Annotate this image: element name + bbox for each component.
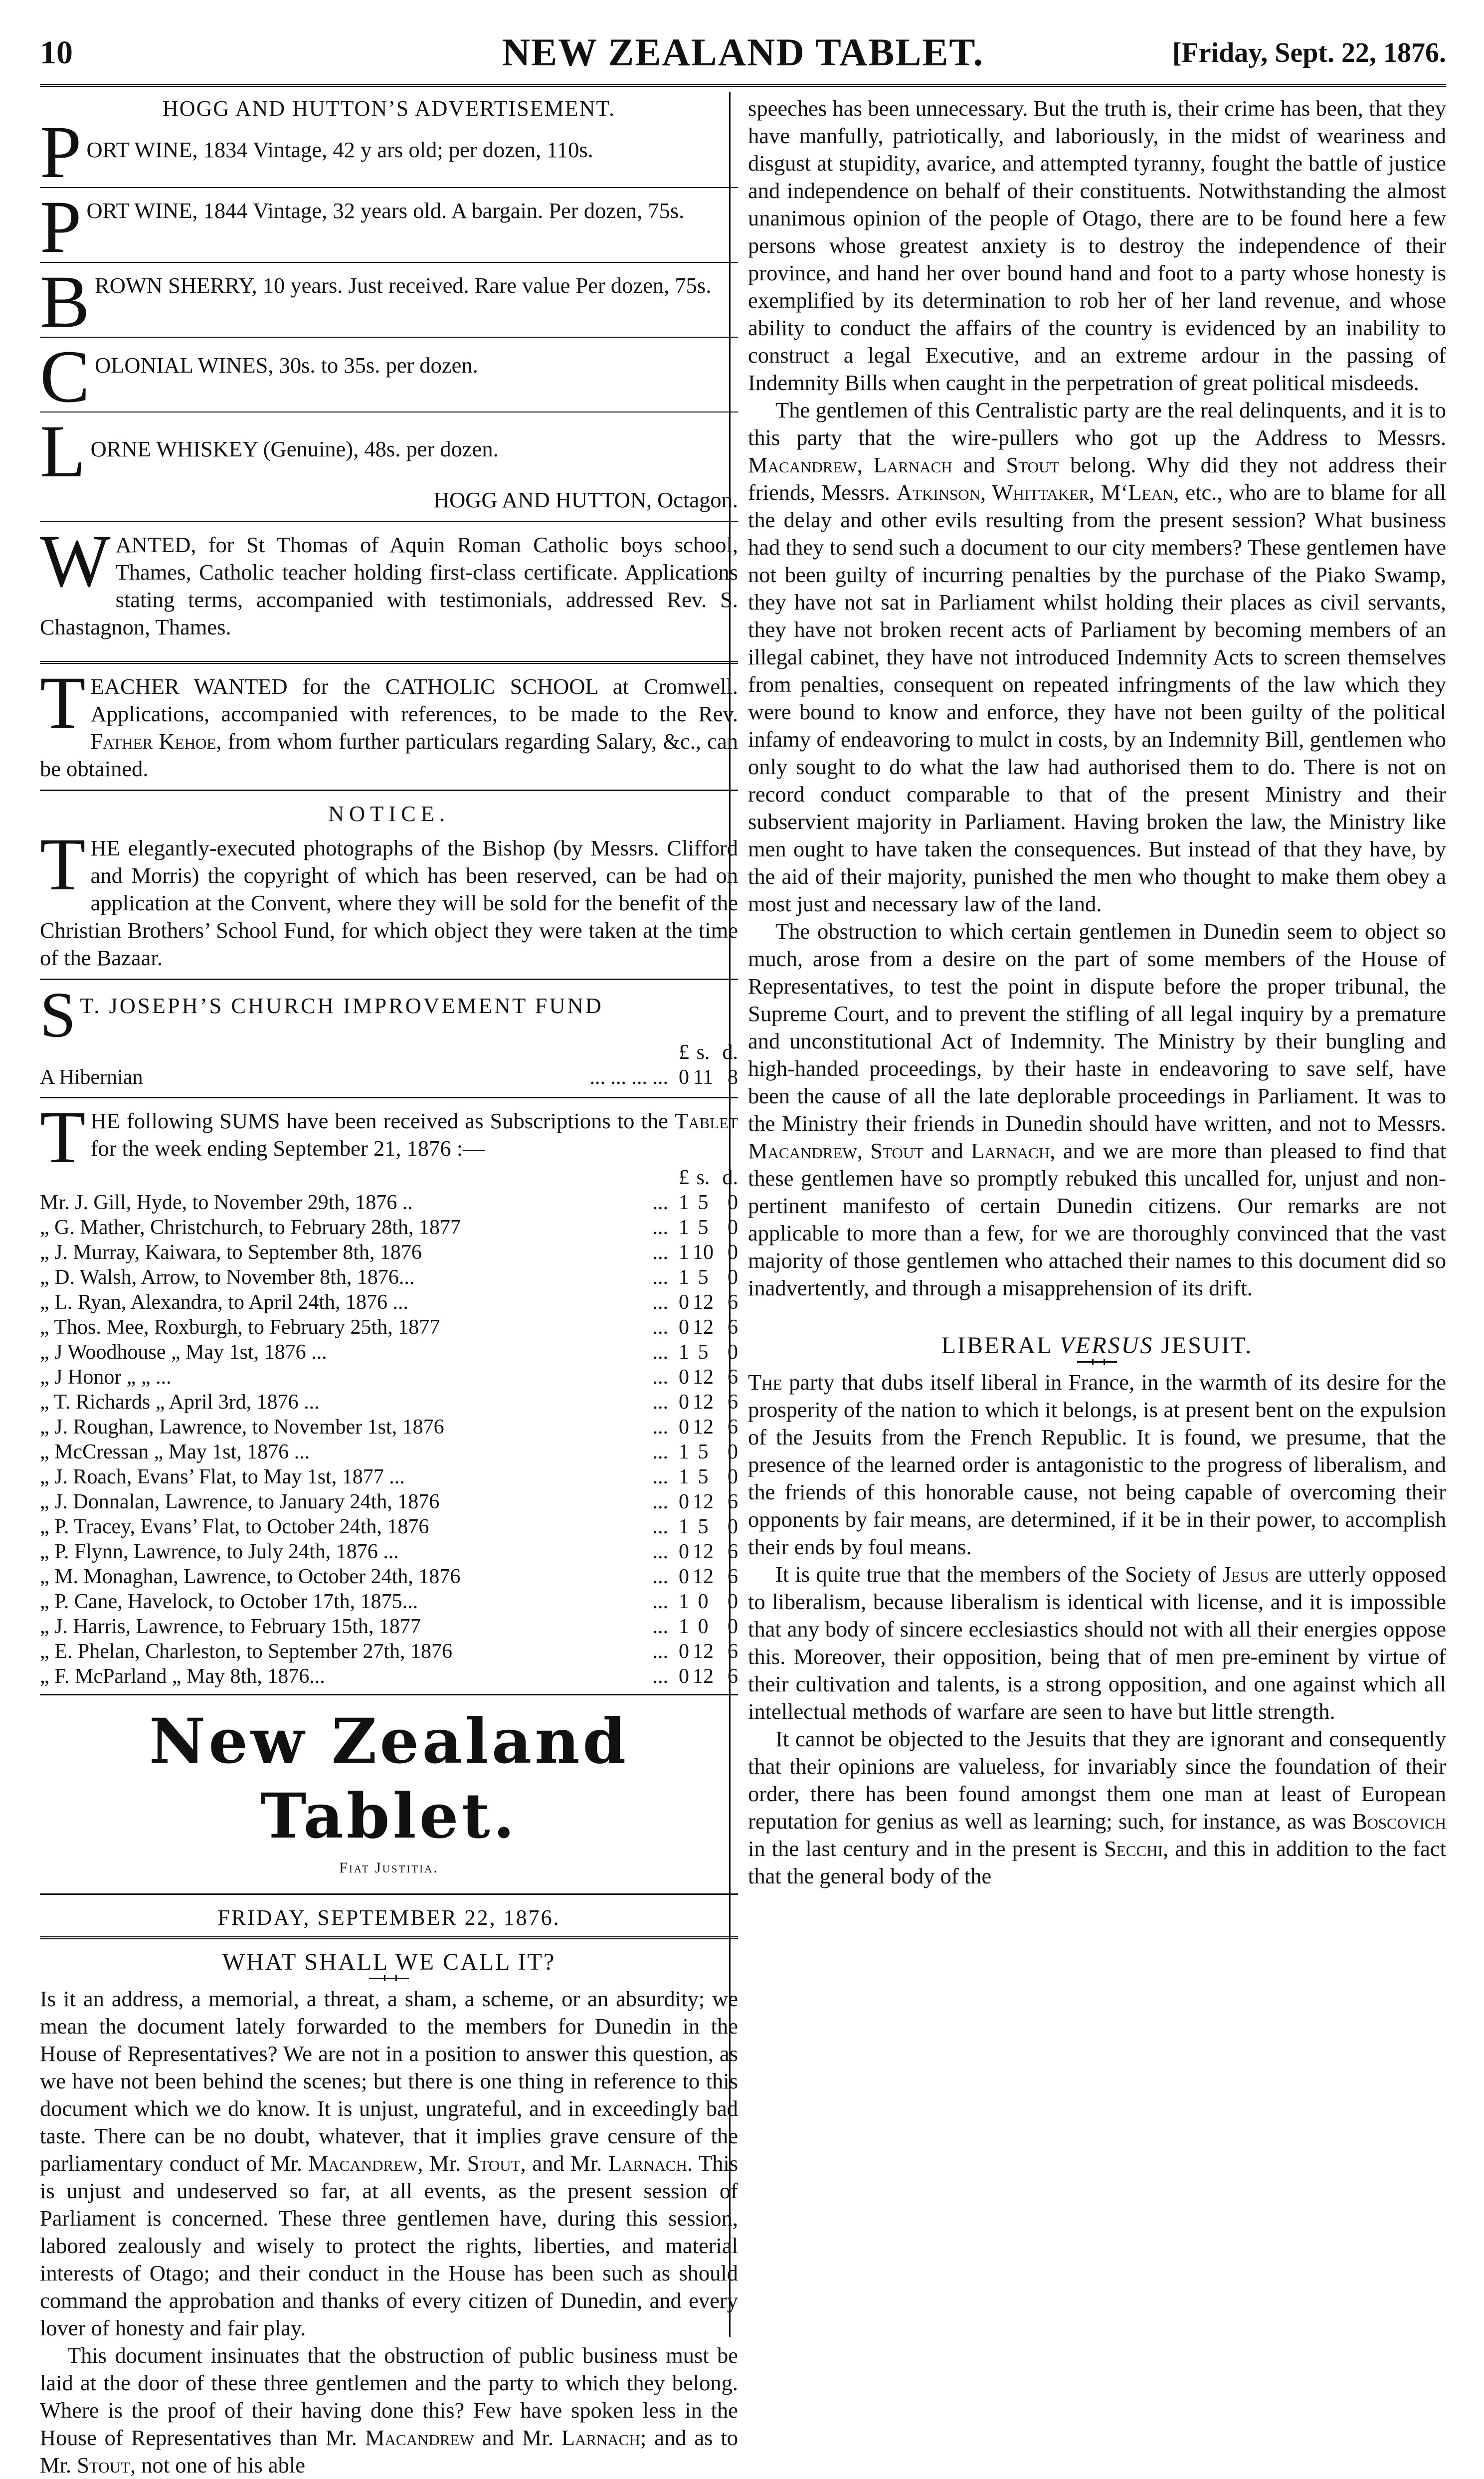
article2-para2: [748, 1561, 1446, 1725]
drop-cap: B: [40, 272, 90, 330]
amount-pounds: 0: [679, 1391, 689, 1414]
name-run: Stout,: [77, 2453, 136, 2478]
amount-shillings: 12: [693, 1640, 714, 1663]
name-run: Secchi,: [1104, 1836, 1169, 1861]
amount-shillings: 12: [693, 1291, 714, 1314]
amount-pounds: 0: [679, 1416, 689, 1439]
wanted-ad: [40, 531, 738, 641]
amount-pence: 0: [728, 1590, 738, 1613]
name-run: Larnach.: [608, 2151, 693, 2176]
divider: [40, 790, 738, 791]
amount-pence: 0: [728, 1341, 738, 1364]
name-run: Larnach;: [561, 2425, 647, 2450]
divider: [40, 262, 738, 263]
table-row: [40, 1464, 738, 1489]
amount-pounds: 1: [679, 1515, 689, 1538]
amount-pence: 6: [728, 1640, 738, 1663]
amount-shillings: 0: [698, 1615, 709, 1638]
amount-pence: 8: [728, 1066, 738, 1089]
amount-shillings: 10: [693, 1241, 714, 1264]
article1-para3: [748, 397, 1446, 918]
subscriber-name: „ P. Flynn, Lawrence, to July 24th, 1876 ...: [40, 1540, 399, 1563]
drop-cap: T: [40, 673, 86, 744]
table-row: [40, 1639, 738, 1664]
name-run: Atkinson, Whittaker, M‘Lean,: [896, 480, 1179, 505]
page-number: 10: [40, 34, 73, 71]
col-pence: d.: [722, 1041, 738, 1064]
ad-text: ORT WINE, 1834 Vintage, 42 y ars old; per dozen, 110s.: [86, 137, 593, 162]
name-run: Jesus: [1222, 1562, 1269, 1587]
intro-name: Tablet: [674, 1108, 738, 1133]
amount-pence: 6: [728, 1366, 738, 1389]
table-header-row: [40, 1165, 738, 1190]
amount-pence: 6: [728, 1490, 738, 1513]
amount-pounds: 1: [679, 1341, 689, 1364]
leader-dots: ...: [652, 1515, 668, 1538]
title-run: VERSUS: [1059, 1332, 1154, 1359]
masthead-motto: Fiat Justitia.: [339, 1859, 439, 1876]
table-row: [40, 1390, 738, 1415]
table-row: [40, 1564, 738, 1589]
subscriber-name: „ T. Richards „ April 3rd, 1876 ...: [40, 1391, 320, 1414]
masthead-date: FRIDAY, SEPTEMBER 22, 1876.: [217, 1905, 560, 1930]
subscriptions-table: [40, 1165, 738, 1689]
divider: [40, 1694, 738, 1695]
amount-shillings: 11: [693, 1066, 714, 1089]
amount-shillings: 12: [693, 1565, 714, 1588]
amount-pounds: 1: [679, 1266, 689, 1289]
amount-shillings: 0: [698, 1590, 709, 1613]
text-run: Is it an address, a memorial, a threat, a sham, a scheme, or an absurdity; we mean the document lately forwarded to the members for Dunedin in the House of Representatives? We are not in a position to answer this question, as we have not been behind the scenes; but there is one thing in reference to this document which we do know. It is unjust, ungrateful, and in exceedingly bad taste. There can be no doubt, whatever, that it implies grave censure of the parliamentary conduct of Mr.: [40, 1986, 738, 2176]
drop-cap: W: [40, 531, 111, 603]
amount-pounds: 0: [679, 1316, 689, 1339]
article1-para1: [40, 1985, 738, 2342]
amount-shillings: 12: [693, 1665, 714, 1688]
amount-pounds: 0: [679, 1490, 689, 1513]
leader-dots: ...: [652, 1341, 668, 1364]
article1-title: WHAT SHALL WE CALL IT?: [222, 1949, 556, 1975]
divider: [40, 187, 738, 188]
name-run: Macandrew, Larnach: [748, 452, 952, 477]
table-row: [40, 1514, 738, 1539]
amount-pounds: 1: [679, 1441, 689, 1463]
col-pence: d.: [722, 1166, 738, 1189]
table-row: [40, 1489, 738, 1514]
name-run: Stout: [1006, 452, 1060, 477]
name-run: Boscovich: [1352, 1809, 1447, 1834]
leader-dots: ...: [652, 1465, 668, 1488]
amount-pence: 0: [728, 1266, 738, 1289]
amount-pounds: 0: [679, 1291, 689, 1314]
hogg-ad-item: [40, 197, 738, 255]
divider: [40, 521, 738, 522]
drop-cap: C: [40, 347, 90, 405]
amount-pounds: 0: [679, 1540, 689, 1563]
table-row: [40, 1340, 738, 1365]
church-fund: [40, 989, 738, 1090]
title-ornament: [1077, 1361, 1117, 1363]
text-run: It is quite true that the members of the Society of: [775, 1562, 1216, 1587]
amount-shillings: 12: [693, 1540, 714, 1563]
church-fund-table: [40, 1040, 738, 1090]
col-shillings: s.: [696, 1041, 710, 1064]
subscriber-name: „ J Woodhouse „ May 1st, 1876 ...: [40, 1341, 327, 1364]
leader-dots: ...: [652, 1441, 668, 1463]
amount-pounds: 0: [679, 1366, 689, 1389]
name-run: Macandrew: [365, 2425, 474, 2450]
newspaper-title: NEW ZEALAND TABLET.: [502, 30, 984, 74]
header-rule: [40, 84, 1446, 87]
ad-name: Father Kehoe,: [90, 729, 222, 754]
divider: [40, 1893, 738, 1895]
text-run: This document insinuates that the obstruction of public business must be laid at the door of these three gentlemen and the party to which they belong. Where is the proof of their having done this? Few have spoken less in the House of Representatives than Mr.: [40, 2343, 738, 2450]
text-run: and: [963, 452, 995, 477]
text-run: The obstruction to which certain gentlemen in Dunedin seem to object so much, arose from a desire on the part of some members of the House of Representatives, to test the point in dispute before the proper tribunal, the Supreme Court, and to prevent the stifling of all legal inquiry by a premature and unconstitutional Act of Indemnity. The Ministry by their bungling and high-handed proceedings, by their haste in endeavoring to save self, have been the cause of all the late deplorable proceedings in Parliament. It was to the Ministry their friends in Dunedin should have written, and not to Messrs.: [748, 919, 1446, 1136]
amount-pence: 6: [728, 1565, 738, 1588]
ad-text: ORT WINE, 1844 Vintage, 32 years old. A bargain. Per dozen, 75s.: [86, 198, 685, 223]
hogg-ad-item: [40, 272, 738, 330]
drop-cap: S: [40, 989, 76, 1051]
amount-shillings: 5: [698, 1341, 709, 1364]
text-run: are utterly opposed to liberalism, because liberalism is identical with license, and it is impossible that any body of sincere ecclesiastics should not with all their energies oppose this. Moreover, their opposition, being that of men pre-eminent by virtue of their cultivation and talents, is a strong opposition, and one against which all intellectual methods of warfare are seen to have but little strength.: [748, 1562, 1447, 1724]
leader-dots: ...: [652, 1640, 668, 1663]
leader-dots: ...: [652, 1291, 668, 1314]
amount-shillings: 5: [698, 1515, 709, 1538]
text-run: etc., who are to blame for all the delay and other evils resulting from the present session? What business had they to send such a document to our city members? These gentlemen have not been guilty of incurring penalties by the purchase of the Piako Swamp, they have not sat in Parliament whilst holding their places as civil servants, they have not broken recent acts of Parliament by becoming members of an illegal cabinet, they have not introduced Indemnity Acts to screen themselves from penalties, consequent on repeated infringments of the law which they were bound to know and enforce, they have not been guilty of the political infamy of endeavoring to mulct in costs, by an Indemnity Bill, gentlemen who only sought to do what the law had authorised them to do. There is not on record conduct comparable to that of the present Ministry and their subservient majority in Parliament. Having broken the law, the Ministry like men ought to have taken the consequences. But instead of that they have, by the aid of their majority, punished the men who thought to make them obey a most just and necessary law of the land.: [748, 480, 1446, 916]
drop-cap: T: [40, 1107, 86, 1165]
ad-text-part: EACHER WANTED for the CATHOLIC SCHOOL at Cromwell. Applications, accompanied with references, to be made to the Rev.: [90, 674, 738, 726]
amount-pounds: 1: [679, 1465, 689, 1488]
ad-text: ANTED, for St Thomas of Aquin Roman Catholic boys school, Thames, Catholic teacher holding first-class certificate. Applications stating terms, accompanied with testimonials, addressed Rev. S. Chastagnon, Thames.: [40, 532, 738, 639]
amount-pence: 0: [728, 1216, 738, 1239]
leader-dots: ...: [652, 1366, 668, 1389]
leader-dots: ...: [652, 1216, 668, 1239]
teacher-ad: [40, 673, 738, 783]
subscriber-name: „ J. Roach, Evans’ Flat, to May 1st, 1877 ...: [40, 1465, 405, 1488]
notice-heading: NOTICE.: [328, 801, 450, 826]
text-run: and we are more than pleased to find that these gentlemen have so promptly rebuked this uncalled for, unjust and non-pertinent manifesto of certain Dunedin citizens. Our remarks are not applicable to more than a few, for we are thoroughly convinced that the vast majority of those gentlemen who attached their names to this document did so inadvertently, and through a misapprehension of its drift.: [748, 1138, 1447, 1300]
leader-dots: ...: [652, 1665, 668, 1688]
leader-dots: ...: [652, 1590, 668, 1613]
table-row: [40, 1614, 738, 1639]
amount-shillings: 12: [693, 1416, 714, 1439]
text-run: party that dubs itself liberal in France, in the warmth of its desire for the prosperity of the nation to which it belongs, is at present bent on the expulsion of the Jesuits from the French Republic. It is found, we presume, that the presence of the learned order is antagonistic to the progress of liberalism, and the friends of this honorable cause, not being capable of overcoming their opponents by fair means, are determined, if it be in their power, to accomplish their ends by foul means.: [748, 1370, 1447, 1559]
subscriber-name: Mr. J. Gill, Hyde, to November 29th, 1876 ..: [40, 1191, 413, 1214]
table-row: [40, 1440, 738, 1464]
subscriber-name: „ J. Donnalan, Lawrence, to January 24th, 1876: [40, 1490, 440, 1513]
hogg-ad-heading: HOGG AND HUTTON’S ADVERTISEMENT.: [163, 96, 615, 121]
amount-pence: 0: [728, 1191, 738, 1214]
hogg-ad-item: [40, 347, 738, 405]
ad-text: ROWN SHERRY, 10 years. Just received. Rare value Per dozen, 75s.: [95, 273, 712, 298]
leader-dots: ...: [652, 1565, 668, 1588]
table-row: [40, 1539, 738, 1564]
table-row: [40, 1589, 738, 1614]
subscriber-name: „ J. Murray, Kaiwara, to September 8th, 1876: [40, 1241, 422, 1264]
text-run: and Mr.: [482, 2425, 554, 2450]
leader-dots: ...: [652, 1615, 668, 1638]
amount-shillings: 5: [698, 1216, 709, 1239]
amount-pence: 6: [728, 1540, 738, 1563]
subscriptions: [40, 1107, 738, 1165]
text-run: in the last century and in the present is: [748, 1836, 1098, 1861]
ad-text: HE elegantly-executed photographs of the Bishop (by Messrs. Clifford and Morris) the copyright of which has been reserved, can be had on application at the Convent, where they will be sold for the benefit of the Christian Brothers’ School Fund, for which object they were taken at the time of the Bazaar.: [40, 835, 738, 970]
text-run: and: [931, 1138, 963, 1163]
col-pounds: £: [679, 1166, 689, 1189]
hogg-ad-item: [40, 122, 738, 180]
amount-shillings: 12: [693, 1490, 714, 1513]
table-row: [40, 1065, 738, 1090]
masthead-title: New Zealand Tablet.: [149, 1705, 629, 1853]
subscriber-name: „ M. Monaghan, Lawrence, to October 24th, 1876: [40, 1565, 461, 1588]
amount-pounds: 1: [679, 1216, 689, 1239]
subscriber-name: „ Thos. Mee, Roxburgh, to February 25th, 1877: [40, 1316, 440, 1339]
amount-pounds: 0: [679, 1665, 689, 1688]
amount-pence: 6: [728, 1416, 738, 1439]
table-header-row: [40, 1040, 738, 1065]
amount-pounds: 0: [679, 1565, 689, 1588]
amount-pounds: 1: [679, 1241, 689, 1264]
article2-para1: [748, 1369, 1446, 1561]
subscriber-name: „ F. McParland „ May 8th, 1876...: [40, 1665, 325, 1688]
amount-pence: 6: [728, 1316, 738, 1339]
amount-pence: 0: [728, 1615, 738, 1638]
table-row: [40, 1190, 738, 1215]
leader-dots: ...: [652, 1391, 668, 1414]
title-ornament: [369, 1978, 409, 1979]
table-row: [40, 1315, 738, 1340]
page-header: [40, 19, 1446, 79]
title-run: JESUIT.: [1161, 1332, 1253, 1359]
amount-shillings: 12: [693, 1391, 714, 1414]
drop-cap: P: [40, 197, 82, 255]
right-column: [748, 95, 1446, 1890]
col-pounds: £: [679, 1041, 689, 1064]
subscriber-name: A Hibernian: [40, 1066, 143, 1089]
table-row: [40, 1215, 738, 1240]
subscriber-name: „ G. Mather, Christchurch, to February 28th, 1877: [40, 1216, 461, 1239]
hogg-ad-signature: HOGG AND HUTTON, Octagon.: [433, 487, 738, 512]
article1-para4: [748, 918, 1446, 1302]
amount-pence: 6: [728, 1665, 738, 1688]
name-run: Macandrew,: [308, 2151, 423, 2176]
subscriber-name: „ J Honor „ „ ...: [40, 1366, 172, 1389]
amount-shillings: 12: [693, 1316, 714, 1339]
hogg-ad-item: [40, 421, 738, 479]
drop-cap: P: [40, 122, 82, 180]
notice-ad: [40, 834, 738, 972]
amount-pence: 0: [728, 1441, 738, 1463]
name-run: Larnach,: [971, 1138, 1056, 1163]
leader-dots: ... ... ... ...: [589, 1066, 668, 1089]
drop-cap: T: [40, 834, 86, 906]
article1-continued: speeches has been unnecessary. But the truth is, their crime has been, that they have manfully, patriotically, and laboriously, in the midst of weariness and disgust at stupidity, avarice, and attempted tyranny, fought the battle of justice and independence on behalf of their constituents. Notwithstanding the almost unanimous opinion of the people of Otago, there are to be found here a few persons whose greatest anxiety is to destroy the independence of their province, and hand her over bound hand and foot to a party whose honesty is exemplified by its determination to rob her of her land revenue, and whose ability to conduct the affairs of the country is evidenced by an inability to construct a legal Executive, and an extreme ardour in the passing of Indemnity Bills when caught in the perpetration of great political misdeeds.: [748, 96, 1446, 395]
article2-title: [748, 1332, 1446, 1359]
ad-text-part: from whom further particulars regarding Salary, &c., can be obtained.: [40, 729, 738, 781]
text-run: not one of his able: [141, 2453, 306, 2478]
table-row: [40, 1290, 738, 1315]
divider: [40, 1097, 738, 1098]
text-run: The gentlemen of this Centralistic party are the real delinquents, and it is to this party that the wire-pullers who got up the Address to Messrs.: [748, 398, 1446, 450]
divider: [40, 979, 738, 980]
name-run: Macandrew, Stout: [748, 1138, 924, 1163]
col-shillings: s.: [696, 1166, 710, 1189]
amount-pounds: 0: [679, 1066, 689, 1089]
amount-pounds: 1: [679, 1590, 689, 1613]
leader-dots: ...: [652, 1416, 668, 1439]
subscriber-name: „ J. Harris, Lawrence, to February 15th, 1877: [40, 1615, 421, 1638]
issue-date: [Friday, Sept. 22, 1876.: [1172, 37, 1446, 68]
text-run: and Mr.: [532, 2151, 602, 2176]
article1-para2: [40, 2342, 738, 2479]
leader-dots: ...: [652, 1241, 668, 1264]
divider: [40, 1936, 738, 1939]
text-run: and this in addition to the fact that the general body of the: [748, 1836, 1447, 1888]
table-row: [40, 1415, 738, 1440]
amount-pence: 6: [728, 1391, 738, 1414]
leader-dots: ...: [652, 1266, 668, 1289]
amount-pence: 0: [728, 1241, 738, 1264]
amount-pounds: 0: [679, 1640, 689, 1663]
amount-pence: 0: [728, 1465, 738, 1488]
divider: [40, 661, 738, 664]
amount-shillings: 5: [698, 1266, 709, 1289]
subscriber-name: „ J. Roughan, Lawrence, to November 1st, 1876: [40, 1416, 444, 1439]
amount-shillings: 5: [698, 1441, 709, 1463]
text-run: It cannot be objected to the Jesuits that they are ignorant and consequently that their opinions are valueless, for invariably since the foundation of their order, there has been found amongst them one man at least of European reputation for genius as well as learning; such, for instance, as was: [748, 1726, 1446, 1834]
amount-pounds: 1: [679, 1191, 689, 1214]
table-row: [40, 1664, 738, 1689]
church-fund-heading: T. JOSEPH’S CHURCH IMPROVEMENT FUND: [80, 993, 603, 1018]
intro-text: HE following SUMS have been received as Subscriptions to the: [90, 1108, 668, 1133]
amount-shillings: 5: [698, 1465, 709, 1488]
leader-dots: ...: [652, 1316, 668, 1339]
text-run: Mr.: [429, 2151, 461, 2176]
amount-shillings: 12: [693, 1366, 714, 1389]
leader-dots: ...: [652, 1191, 668, 1214]
lead-word: The: [748, 1370, 782, 1395]
subscriber-name: „ E. Phelan, Charleston, to September 27th, 1876: [40, 1640, 453, 1663]
name-run: Stout,: [467, 2151, 526, 2176]
intro-text: for the week ending September 21, 1876 :—: [90, 1136, 485, 1161]
drop-cap: L: [40, 421, 86, 479]
amount-pence: 0: [728, 1515, 738, 1538]
table-row: [40, 1265, 738, 1290]
left-column: [40, 95, 738, 2479]
ad-text: OLONIAL WINES, 30s. to 35s. per dozen.: [95, 353, 478, 378]
subscriber-name: „ L. Ryan, Alexandra, to April 24th, 1876 ...: [40, 1291, 409, 1314]
amount-pounds: 1: [679, 1615, 689, 1638]
title-run: LIBERAL: [941, 1332, 1052, 1359]
amount-pence: 6: [728, 1291, 738, 1314]
text-run: and as to Mr.: [40, 2425, 739, 2478]
divider: [40, 412, 738, 413]
article2-para3: [748, 1725, 1446, 1890]
divider: [40, 337, 738, 338]
subscriber-name: „ P. Tracey, Evans’ Flat, to October 24th, 1876: [40, 1515, 429, 1538]
text-run: This is unjust and undeserved so far, at all events, as the present session of Parliament is concerned. These three gentlemen have, during this session, labored zealously and wisely to protect the rights, liberties, and material interests of Otago; and their conduct in the House has been such as should command the approbation and thanks of every citizen of Dunedin, and every lover of honesty and fair play.: [40, 2151, 739, 2340]
amount-shillings: 5: [698, 1191, 709, 1214]
leader-dots: ...: [652, 1540, 668, 1563]
ad-text: [40, 673, 738, 783]
subscriber-name: „ P. Cane, Havelock, to October 17th, 1875...: [40, 1590, 418, 1613]
ad-text: ORNE WHISKEY (Genuine), 48s. per dozen.: [90, 436, 499, 461]
subscriptions-intro: [40, 1107, 738, 1162]
subscriber-name: „ D. Walsh, Arrow, to November 8th, 1876...: [40, 1266, 415, 1289]
table-row: [40, 1365, 738, 1390]
text-run: belong. Why did they not address their friends, Messrs.: [748, 452, 1447, 505]
leader-dots: ...: [652, 1490, 668, 1513]
subscriber-name: „ McCressan „ May 1st, 1876 ...: [40, 1441, 310, 1463]
table-row: [40, 1240, 738, 1265]
